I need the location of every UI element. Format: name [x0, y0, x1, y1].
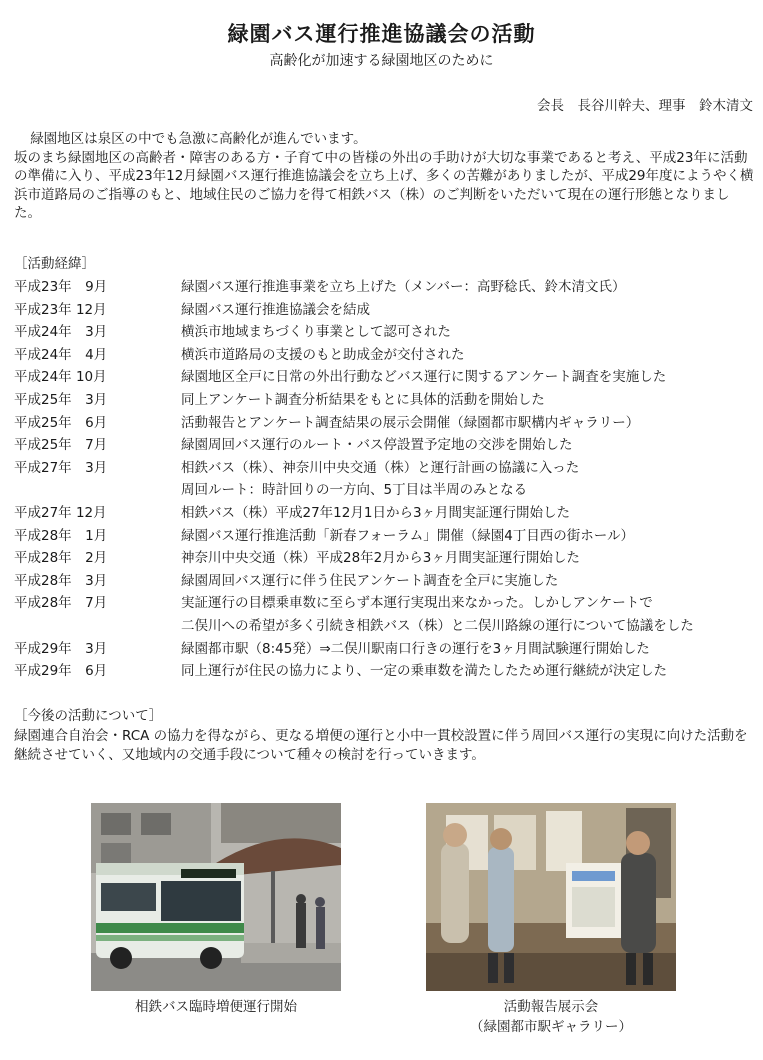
history-description	[181, 660, 759, 683]
history-description-line: 周回ルート：時計回りの一方向、5丁目は半周のみとなる	[181, 482, 528, 499]
history-description-line: 相鉄バス（株）平成27年12月1日から3ヶ月間実証運行開始した	[181, 504, 571, 521]
bus-photo-caption: 相鉄バス臨時増便運行開始	[135, 999, 297, 1015]
history-description	[181, 434, 759, 457]
history-description-line: 横浜市道路局の支援のもと助成金が交付された	[181, 346, 465, 363]
intro-section	[14, 130, 754, 223]
history-date: 平成25年 7月	[14, 437, 108, 454]
history-date: 平成24年 3月	[14, 324, 108, 341]
history-description	[181, 592, 759, 637]
history-description	[181, 638, 759, 661]
future-heading: ［今後の活動について］	[14, 708, 163, 724]
history-description-line: 緑園周回バス運行に伴う住民アンケート調査を全戸に実施した	[181, 572, 559, 589]
history-description	[181, 299, 759, 322]
history-description-line: 横浜市地域まちづくり事業として認可された	[181, 324, 451, 341]
history-row	[14, 525, 759, 548]
history-description-line: 緑園バス運行推進活動「新春フォーラム」開催（緑園4丁目西の街ホール）	[181, 527, 635, 544]
history-description	[181, 457, 759, 502]
history-description-line: 緑園バス運行推進事業を立ち上げた（メンバー：高野稔氏、鈴木清文氏）	[181, 279, 626, 295]
history-description-line: 同上運行が住民の協力により、一定の乗車数を満たしたため運行継続が決定した	[181, 663, 667, 680]
history-row	[14, 389, 759, 412]
history-heading: ［活動経緯］	[14, 256, 95, 272]
exhibition-photo	[426, 803, 676, 991]
history-date: 平成23年 12月	[14, 301, 107, 318]
history-date: 平成29年 6月	[14, 663, 108, 680]
history-description-line: 活動報告とアンケート調査結果の展示会開催（緑園都市駅構内ギャラリー）	[181, 414, 640, 431]
history-date: 平成28年 3月	[14, 572, 108, 589]
history-description-line: 神奈川中央交通（株）平成28年2月から3ヶ月間実証運行開始した	[181, 550, 580, 567]
intro-paragraph-2: 坂のまち緑園地区の高齢者・障害のある方・子育て中の皆様の外出の手助けが大切な事業であると考え、平成23年に活動の準備に入り、平成23年12月緑園バス運行推進協議会を立ち上げ、多くの苦難がありましたが、平成29年度にようやく横浜市道路局のご指導のもと、地域住民のご協力を得て相鉄バス（株）のご判断をいただいて現在の運行形態となりました。	[14, 149, 754, 221]
history-description	[181, 321, 759, 344]
history-date: 平成25年 3月	[14, 391, 108, 408]
history-description-line: 緑園周回バス運行のルート・バス停設置予定地の交渉を開始した	[181, 437, 573, 454]
history-description	[181, 366, 759, 389]
history-row	[14, 299, 759, 322]
history-date: 平成27年 12月	[14, 504, 107, 521]
history-date: 平成23年 9月	[14, 279, 108, 295]
history-date: 平成29年 3月	[14, 640, 108, 657]
history-date: 平成24年 10月	[14, 369, 107, 386]
authors-line: 会長 長谷川幹夫、理事 鈴木清文	[537, 98, 753, 114]
history-description	[181, 547, 759, 570]
history-row	[14, 502, 759, 525]
history-row	[14, 638, 759, 661]
bus-photo	[91, 803, 341, 991]
exhibition-photo-caption	[426, 997, 676, 1037]
history-description-line: 緑園バス運行推進協議会を結成	[181, 301, 370, 318]
future-text: 緑園連合自治会・RCA の協力を得ながら、更なる増便の運行と小中一貫校設置に伴う周回バス運行の実現に向けた活動を継続させていく、又地域内の交通手段について種々の検討を行っていきます。	[14, 728, 748, 763]
history-description-line: 相鉄バス（株）、神奈川中央交通（株）と運行計画の協議に入った	[181, 459, 580, 476]
history-row	[14, 592, 759, 637]
history-description-line: 同上アンケート調査分析結果をもとに具体的活動を開始した	[181, 391, 545, 408]
history-row	[14, 570, 759, 593]
history-date: 平成28年 2月	[14, 550, 108, 567]
history-date: 平成27年 3月	[14, 459, 108, 476]
history-description	[181, 344, 759, 367]
history-date: 平成28年 7月	[14, 595, 108, 612]
history-row	[14, 321, 759, 344]
intro-paragraph-1: 緑園地区は泉区の中でも急激に高齢化が進んでいます。	[30, 131, 367, 147]
page-title: 緑園バス運行推進協議会の活動	[227, 22, 536, 46]
history-row	[14, 366, 759, 389]
history-description	[181, 412, 759, 435]
exhibition-caption-line-2: （緑園都市駅ギャラリー）	[470, 1019, 632, 1035]
history-row	[14, 276, 759, 299]
history-date: 平成24年 4月	[14, 346, 108, 363]
history-description	[181, 389, 759, 412]
history-description	[181, 525, 759, 548]
history-date: 平成28年 1月	[14, 527, 108, 544]
page-subtitle: 高齢化が加速する緑園地区のために	[269, 53, 494, 69]
history-row	[14, 660, 759, 683]
history-description	[181, 276, 759, 299]
exhibition-caption-line-1: 活動報告展示会	[503, 999, 599, 1015]
history-description-line: 二俣川への希望が多く引続き相鉄バス（株）と二俣川路線の運行について協議をした	[181, 617, 694, 634]
history-row	[14, 434, 759, 457]
history-row	[14, 547, 759, 570]
history-description-line: 緑園地区全戸に日常の外出行動などバス運行に関するアンケート調査を実施した	[181, 369, 667, 386]
history-description	[181, 570, 759, 593]
history-description	[181, 502, 759, 525]
history-date: 平成25年 6月	[14, 414, 108, 431]
history-description-line: 緑園都市駅（8:45発）⇒二俣川駅南口行きの運行を3ヶ月間試験運行開始した	[181, 640, 650, 657]
history-row	[14, 457, 759, 502]
history-row	[14, 412, 759, 435]
history-timeline	[14, 276, 759, 683]
history-row	[14, 344, 759, 367]
history-description-line: 実証運行の目標乗車数に至らず本運行実現出来なかった。しかしアンケートで	[181, 595, 653, 612]
